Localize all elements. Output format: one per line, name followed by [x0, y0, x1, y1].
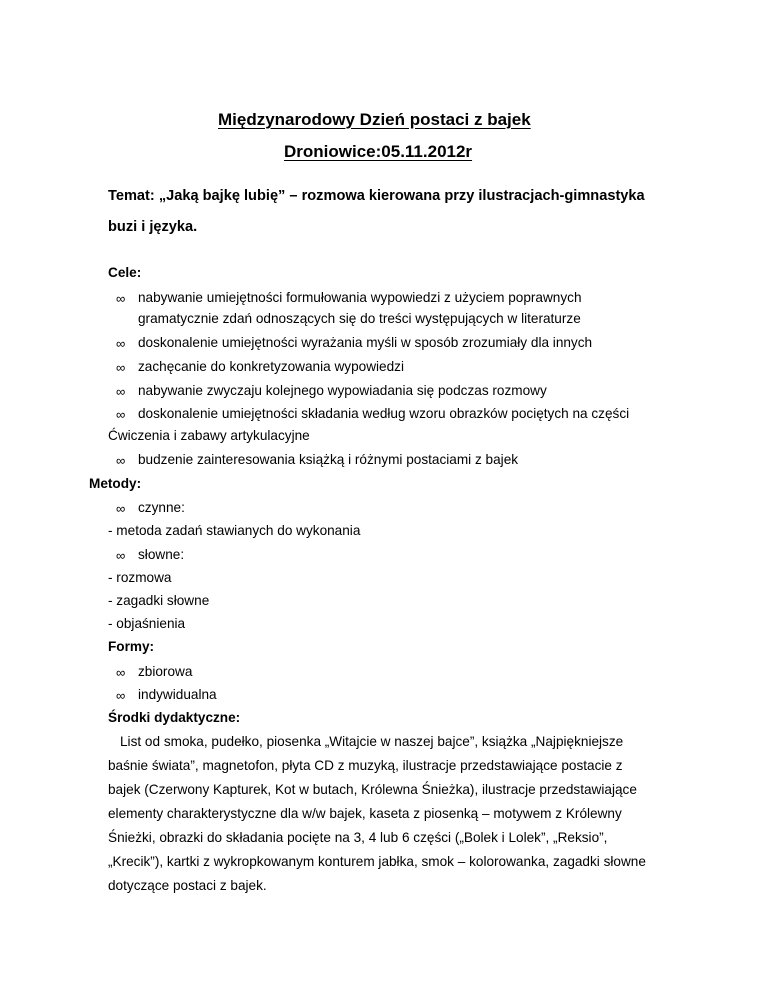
cele-item-continued: gramatycznie zdań odnoszących się do treści występujących w literaturze — [138, 311, 581, 326]
bullet-icon: ∞ — [116, 453, 126, 468]
cele-item: doskonalenie umiejętności składania według wzoru obrazków pociętych na części — [138, 406, 630, 421]
cele-heading: Cele: — [108, 265, 142, 280]
formy-heading: Formy: — [108, 639, 155, 654]
bullet-icon: ∞ — [116, 665, 126, 680]
bullet-icon: ∞ — [116, 291, 126, 306]
bullet-icon: ∞ — [116, 407, 126, 422]
cele-item-plain: Ćwiczenia i zabawy artykulacyjne — [108, 428, 310, 443]
bullet-icon: ∞ — [116, 548, 126, 563]
srodki-line: „Krecik”), kartki z wykropkowanym konturem jabłka, smok – kolorowanka, zagadki słowne — [108, 854, 646, 869]
metody-subitem: - rozmowa — [108, 570, 172, 585]
cele-item: budzenie zainteresowania książką i różnymi postaciami z bajek — [138, 452, 519, 467]
metody-subitem: - metoda zadań stawianych do wykonania — [108, 523, 361, 538]
bullet-icon: ∞ — [116, 688, 126, 703]
topic-line-2: buzi i języka. — [108, 219, 198, 235]
srodki-line: baśnie świata”, magnetofon, płyta CD z muzyką, ilustracje przedstawiające postacie z — [108, 758, 623, 773]
srodki-line: dotyczące postaci z bajek. — [108, 878, 267, 893]
metody-heading: Metody: — [89, 476, 142, 491]
bullet-icon: ∞ — [116, 360, 126, 375]
metody-item: czynne: — [138, 500, 185, 515]
topic-line-1: Temat: „Jaką bajkę lubię” – rozmowa kierowana przy ilustracjach-gimnastyka — [108, 188, 645, 204]
bullet-icon: ∞ — [116, 336, 126, 351]
cele-item: doskonalenie umiejętności wyrażania myśli w sposób zrozumiały dla innych — [138, 335, 593, 350]
bullet-icon: ∞ — [116, 501, 126, 516]
document-title: Międzynarodowy Dzień postaci z bajek — [218, 110, 531, 129]
formy-item: indywidualna — [138, 687, 217, 702]
metody-subitem: - zagadki słowne — [108, 593, 210, 608]
srodki-line: bajek (Czerwony Kapturek, Kot w butach, Królewna Śnieżka), ilustracje przedstawiające — [108, 782, 637, 797]
srodki-line: List od smoka, pudełko, piosenka „Witajcie w naszej bajce”, książka „Najpiękniejsze — [120, 734, 624, 749]
formy-item: zbiorowa — [138, 664, 193, 679]
document-date: Droniowice:05.11.2012r — [284, 142, 473, 161]
srodki-line: elementy charakterystyczne dla w/w bajek, kaseta z piosenką – motywem z Królewny — [108, 806, 622, 821]
metody-subitem: - objaśnienia — [108, 616, 186, 631]
cele-item: nabywanie zwyczaju kolejnego wypowiadania się podczas rozmowy — [138, 383, 547, 398]
metody-item: słowne: — [138, 547, 185, 562]
srodki-line: Śnieżki, obrazki do składania pocięte na 3, 4 lub 6 części („Bolek i Lolek”, „Reksio”, — [108, 830, 608, 845]
bullet-icon: ∞ — [116, 384, 126, 399]
cele-item: nabywanie umiejętności formułowania wypowiedzi z użyciem poprawnych — [138, 290, 582, 305]
srodki-heading: Środki dydaktyczne: — [108, 710, 241, 725]
cele-item: zachęcanie do konkretyzowania wypowiedzi — [138, 359, 404, 374]
